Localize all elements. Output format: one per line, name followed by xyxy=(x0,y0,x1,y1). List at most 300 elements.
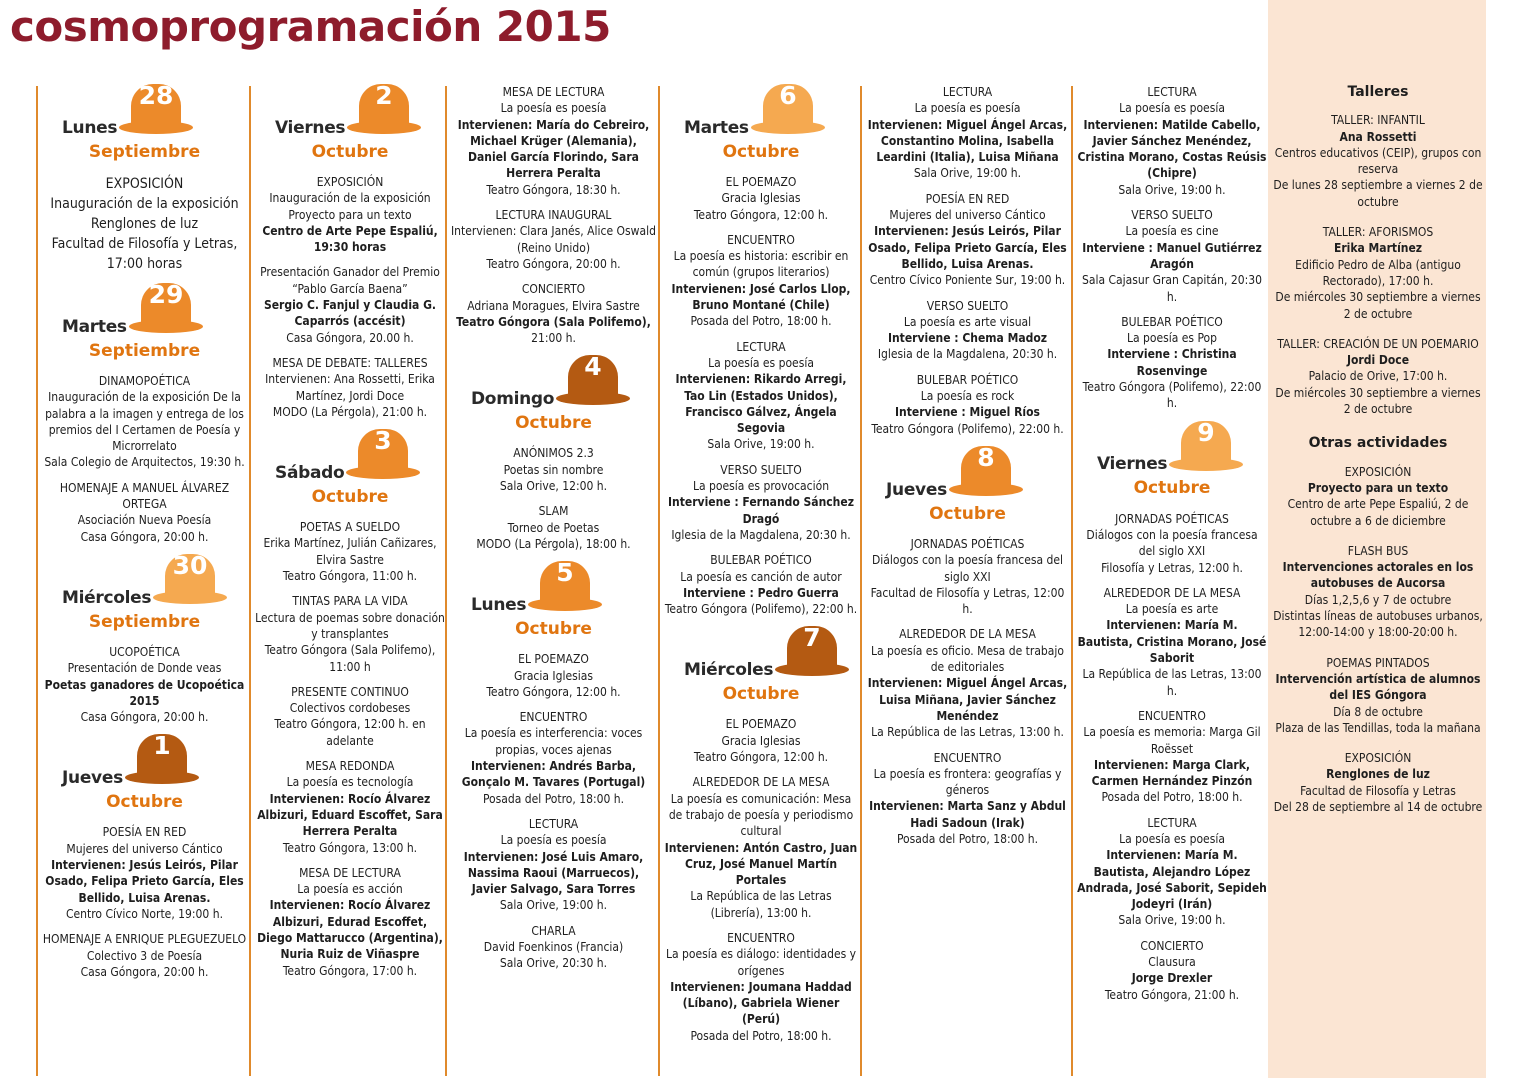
event-line: Intervienen: Matilde Cabello, Javier Sánchez Menéndez, Cristina Morano, Costas Reúsis (Chipre) xyxy=(1077,117,1267,181)
event-line: Intervienen: Jesús Leirós, Pilar Osado, Felipa Prieto García, Eles Bellido, Luisa Arenas. xyxy=(45,858,244,905)
day-header xyxy=(451,558,656,651)
event-line: Intervienen: Rocío Álvarez Albizuri, Eduard Escoffet, Sara Herrera Peralta xyxy=(257,791,443,839)
event xyxy=(255,174,445,255)
event-type: ENCUENTRO xyxy=(727,232,795,247)
event-line: Proyecto para un texto xyxy=(1307,480,1449,495)
event xyxy=(42,480,247,545)
event-place: De miércoles 30 septiembre a viernes 2 de octubre xyxy=(1275,385,1481,417)
event-line: La poesía es poesía xyxy=(500,101,607,116)
talleres-list xyxy=(1272,112,1484,417)
event-line: La poesía es canción de autor xyxy=(680,569,842,584)
event-line: Poetas sin nombre xyxy=(503,462,604,477)
event xyxy=(42,373,247,471)
event-type: LECTURA xyxy=(942,85,993,99)
event-type: EXPOSICIÓN xyxy=(316,175,384,189)
event-place: Facultad de Filosofía y Letras, 12:00 h. xyxy=(870,585,1065,617)
day-number: 4 xyxy=(584,352,602,382)
event-line: David Foenkinos (Francia) xyxy=(483,939,624,954)
event xyxy=(255,355,445,420)
month-label: Octubre xyxy=(311,486,389,507)
sidebar-event xyxy=(1272,112,1484,210)
event-place: MODO (La Pérgola), 21:00 h. xyxy=(272,404,428,419)
event-line: Intervienen: Marga Clark, Carmen Hernández Pinzón xyxy=(1091,757,1253,789)
schedule-column xyxy=(664,81,858,1053)
event-line: Intervienen: María do Cebreiro, Michael Krüger (Alemania), Daniel García Florindo, Sara Herrera Peralta xyxy=(457,117,650,181)
hat-icon xyxy=(751,81,825,144)
sidebar-event xyxy=(1272,750,1484,815)
month-label: Septiembre xyxy=(88,340,201,361)
event-line: La poesía es cine xyxy=(1125,224,1219,239)
day-header xyxy=(255,81,445,174)
event-place: Teatro Góngora, 12:00 h. en adelante xyxy=(274,717,426,748)
event-type: EL POEMAZO xyxy=(518,652,589,667)
event-line: La poesía es poesía xyxy=(1119,831,1225,846)
event-line: La poesía es comunicación: Mesa de trabajo de poesía y periodismo cultural xyxy=(668,791,854,839)
event xyxy=(664,462,858,543)
event-type: ANÓNIMOS 2.3 xyxy=(513,446,594,461)
event-type: BULEBAR POÉTICO xyxy=(916,372,1019,387)
day-name: Jueves xyxy=(62,768,123,789)
event-line: Torneo de Poetas xyxy=(507,520,600,535)
event-line: La poesía es poesía xyxy=(914,101,1021,116)
event-line: Interviene : Fernando Sánchez Dragó xyxy=(668,495,854,526)
event-place: Posada del Potro, 18:00 h. xyxy=(896,831,1039,846)
event xyxy=(866,536,1069,617)
event-line: Intervienen: María M. Bautista, Cristina Morano, José Saborit xyxy=(1077,618,1267,666)
day-block xyxy=(664,623,858,1044)
event-place: Teatro Góngora (Polifemo), 22:00 h. xyxy=(871,421,1064,436)
event xyxy=(255,593,445,674)
event-type: BULEBAR POÉTICO xyxy=(1121,314,1223,329)
event-place: Sala Colegio de Arquitectos, 19:30 h. xyxy=(44,455,245,470)
event-line: Renglones de luz xyxy=(1326,767,1430,782)
event-place: Teatro Góngora (Polifemo), 22:00 h. xyxy=(1082,380,1262,411)
event-type: EXPOSICIÓN xyxy=(105,176,184,192)
event-line: Centro de arte Pepe Espaliú, 2 de octubre a 6 de diciembre xyxy=(1287,497,1469,528)
column-divider xyxy=(36,86,38,1076)
event-line: Inauguración de la exposición Proyecto para un texto xyxy=(269,191,431,222)
event-line: Intervención artística de alumnos del IES Góngora xyxy=(1275,671,1481,703)
hat-icon xyxy=(119,81,193,144)
event-type: EL POEMAZO xyxy=(725,175,797,189)
event xyxy=(451,923,656,972)
event xyxy=(664,716,858,765)
event-type: POEMAS PINTADOS xyxy=(1326,655,1430,670)
event-line: Poetas ganadores de Ucopoética 2015 xyxy=(44,677,245,708)
event xyxy=(664,174,858,223)
event-line: Teatro Góngora (Sala Polifemo), xyxy=(456,314,651,329)
month-label: Septiembre xyxy=(88,611,201,632)
event-place: Teatro Góngora, 11:00 h. xyxy=(282,569,418,584)
event xyxy=(42,931,247,980)
event xyxy=(1077,207,1267,305)
day-number: 1 xyxy=(153,731,171,761)
event-line: Intervienen: Jesús Leirós, Pilar Osado, Felipa Prieto García, Eles Bellido, Luisa Arenas. xyxy=(868,224,1067,271)
event xyxy=(866,84,1069,182)
schedule-column xyxy=(42,81,247,989)
event-line: Ana Rossetti xyxy=(1339,129,1417,144)
event xyxy=(42,644,247,725)
event-line: La poesía es poesía xyxy=(500,833,607,848)
event-line: Intervienen: Clara Janés, Alice Oswald (Reino Unido) xyxy=(451,224,656,255)
day-number: 8 xyxy=(977,442,995,472)
event-line: Colectivo 3 de Poesía xyxy=(86,948,203,963)
event-place: Teatro Góngora, 20:00 h. xyxy=(486,256,621,271)
event-line: La poesía es provocación xyxy=(692,479,830,494)
event-line: Interviene : Pedro Guerra xyxy=(683,585,839,600)
event-type: TALLER: INFANTIL xyxy=(1331,113,1425,128)
event-place: Casa Góngora, 20.00 h. xyxy=(286,330,414,345)
event-line: Intervienen: Rikardo Arregi, Tao Lin (Estados Unidos), Francisco Gálvez, Ángela Segovia xyxy=(675,372,847,436)
event-type: LECTURA xyxy=(1147,85,1197,99)
event-type: LECTURA xyxy=(1147,815,1197,830)
day-block xyxy=(451,558,656,971)
event xyxy=(866,372,1069,437)
event-place: Iglesia de la Magdalena, 20:30 h. xyxy=(877,347,1058,362)
event-place: Sala Orive, 19:00 h. xyxy=(1118,182,1226,197)
event-place: Casa Góngora, 20:00 h. xyxy=(80,529,209,544)
column-divider xyxy=(1071,86,1073,1076)
day-block xyxy=(451,84,656,346)
event-place: La República de las Letras, 13:00 h. xyxy=(871,725,1064,740)
event-type: SLAM xyxy=(538,504,569,519)
event-line: Jorge Drexler xyxy=(1131,971,1213,986)
event-type: POESÍA EN RED xyxy=(102,825,187,840)
event-line: La poesía es oficio. Mesa de trabajo de editoriales xyxy=(870,643,1065,675)
event-place: Plaza de las Tendillas, toda la mañana xyxy=(1275,720,1481,735)
month-label: Octubre xyxy=(515,618,592,639)
event-type: VERSO SUELTO xyxy=(720,462,802,477)
event-type: DINAMOPOÉTICA xyxy=(98,374,191,388)
day-block xyxy=(42,280,247,545)
event-line: Intervienen: Miguel Ángel Arcas, Luisa Miñana, Javier Sánchez Menéndez xyxy=(867,676,1068,723)
event-place: Casa Góngora, 20:00 h. xyxy=(80,964,209,979)
day-block xyxy=(866,84,1069,437)
event xyxy=(1077,585,1267,699)
event xyxy=(255,865,445,979)
event xyxy=(451,816,656,914)
event-place: Sala Orive, 19:00 h. xyxy=(707,437,815,452)
event-line: Intervienen: Antón Castro, Juan Cruz, José Manuel Martín Portales xyxy=(664,840,858,888)
event xyxy=(451,503,656,552)
event xyxy=(1077,84,1267,198)
event-line: La poesía es historia: escribir en común (grupos literarios) xyxy=(673,249,849,280)
day-header xyxy=(42,731,247,824)
event-line: Mujeres del universo Cántico xyxy=(66,841,223,856)
event-type: POESÍA EN RED xyxy=(925,191,1010,206)
event-line: La poesía es arte xyxy=(1125,602,1219,617)
hat-icon xyxy=(949,442,1023,506)
day-block xyxy=(1077,417,1267,1003)
event-type: MESA DE DEBATE: TALLERES xyxy=(272,355,428,370)
sidebar-event xyxy=(1272,224,1484,322)
event-line: Erika Martínez xyxy=(1333,241,1423,256)
event-line: Inauguración de la exposición De la palabra a la imagen y entrega de los premios del I Certamen de Poesía y Microrrelato xyxy=(45,390,244,454)
month-label: Octubre xyxy=(106,792,183,813)
event-place: Sala Orive, 20:30 h. xyxy=(499,956,608,971)
hat-icon xyxy=(775,623,849,686)
hat-icon xyxy=(556,352,630,415)
day-number: 9 xyxy=(1197,417,1215,447)
day-number: 28 xyxy=(138,81,174,110)
event-type: CONCIERTO xyxy=(521,282,586,297)
event-line: Interviene : Manuel Gutiérrez Aragón xyxy=(1082,240,1262,271)
event-line: Gracia Iglesias xyxy=(721,733,801,748)
sidebar xyxy=(1272,84,1484,829)
day-block xyxy=(866,442,1069,847)
event-type: TALLER: AFORISMOS xyxy=(1322,225,1434,240)
event xyxy=(451,651,656,700)
event-line: Erika Martínez, Julián Cañizares, Elvira Sastre xyxy=(263,536,437,567)
event-type: ENCUENTRO xyxy=(727,930,795,945)
day-block xyxy=(42,550,247,725)
day-header xyxy=(255,426,445,519)
event-type: ENCUENTRO xyxy=(519,710,588,725)
hat-icon xyxy=(347,81,421,144)
event-line: La poesía es acción xyxy=(297,882,403,897)
event xyxy=(1077,938,1267,1003)
event-type: PRESENTE CONTINUO xyxy=(291,684,409,699)
day-name: Miércoles xyxy=(684,660,774,681)
day-name: Domingo xyxy=(471,389,555,410)
day-name: Sábado xyxy=(275,462,345,483)
hat-icon xyxy=(125,731,199,794)
event-type: ALREDEDOR DE LA MESA xyxy=(692,775,830,790)
event-type: ENCUENTRO xyxy=(933,750,1002,765)
event-place: Teatro Góngora (Polifemo), 22:00 h. xyxy=(664,602,858,617)
event-line: Asociación Nueva Poesía xyxy=(77,513,212,528)
event-line: Diálogos con la poesía francesa del siglo XXI xyxy=(871,553,1064,584)
event-line: Centro de Arte Pepe Espaliú, 19:30 horas xyxy=(262,223,438,255)
talleres-heading: Talleres xyxy=(1347,84,1409,100)
event-line: Intervienen: María M. Bautista, Alejandro López Andrada, José Saborit, Sepideh Jodeyri (Irán) xyxy=(1077,848,1267,912)
event xyxy=(255,684,445,749)
sidebar-event xyxy=(1272,543,1484,641)
event xyxy=(451,445,656,494)
event-line: La poesía es interferencia: voces propias, voces ajenas xyxy=(464,726,643,757)
event-type: JORNADAS POÉTICAS xyxy=(1115,511,1229,526)
event-line: Días 1,2,5,6 y 7 de octubre xyxy=(1304,592,1452,607)
day-name: Lunes xyxy=(62,117,118,138)
event-type: HOMENAJE A MANUEL ÁLVAREZ ORTEGA xyxy=(59,480,230,512)
event xyxy=(1077,314,1267,412)
day-name: Viernes xyxy=(1097,454,1168,475)
event-place: Iglesia de la Magdalena, 20:30 h. xyxy=(671,527,851,542)
day-name: Jueves xyxy=(886,479,947,500)
event-line: La poesía es tecnología xyxy=(286,775,414,790)
sidebar-event xyxy=(1272,336,1484,417)
day-header xyxy=(664,623,858,716)
event-place: Centro Cívico Poniente Sur, 19:00 h. xyxy=(869,273,1066,288)
event xyxy=(451,281,656,346)
day-header xyxy=(664,81,858,174)
event-line: La poesía es frontera: geografías y géneros xyxy=(873,766,1062,798)
hat-icon xyxy=(129,280,203,343)
event xyxy=(1077,511,1267,576)
event-type: LECTURA INAUGURAL xyxy=(495,208,612,223)
event-line: La poesía es diálogo: identidades y orígenes xyxy=(665,947,857,978)
event-type: CHARLA xyxy=(531,923,576,938)
event xyxy=(451,709,656,807)
event-place: Teatro Góngora, 12:00 h. xyxy=(693,207,829,222)
event-line: Interviene : Chema Madoz xyxy=(887,331,1048,346)
event xyxy=(1077,815,1267,929)
event-place: MODO (La Pérgola), 18:00 h. xyxy=(476,536,631,551)
day-name: Miércoles xyxy=(62,587,152,608)
event-line: Lectura de poemas sobre donación y transplantes xyxy=(255,610,445,641)
event-place: Teatro Góngora, 21:00 h. xyxy=(1104,987,1240,1002)
column-divider xyxy=(249,86,251,1076)
event-line: Intervienen: José Carlos Llop, Bruno Montané (Chile) xyxy=(671,281,851,313)
event-place: Teatro Góngora, 13:00 h. xyxy=(282,840,418,855)
event-type: JORNADAS POÉTICAS xyxy=(910,536,1025,551)
event-type: LECTURA xyxy=(736,339,786,354)
schedule-column xyxy=(255,81,445,988)
hat-icon xyxy=(346,426,420,489)
event-place: Teatro Góngora, 18:30 h. xyxy=(486,182,621,197)
event-type: ALREDEDOR DE LA MESA xyxy=(899,627,1036,642)
day-header xyxy=(1077,417,1267,511)
event-place: Filosofía y Letras, 12:00 h. xyxy=(1101,560,1243,575)
schedule-column xyxy=(866,84,1069,856)
month-label: Octubre xyxy=(722,141,800,162)
event xyxy=(664,552,858,617)
event-place: De lunes 28 septiembre a viernes 2 de octubre xyxy=(1273,178,1483,209)
sidebar-event xyxy=(1272,655,1484,736)
event xyxy=(42,824,247,922)
event-line: La poesía es arte visual xyxy=(903,314,1032,329)
event-place: Sala Cajasur Gran Capitán, 20:30 h. xyxy=(1082,273,1262,304)
event-line: Día 8 de octubre xyxy=(1333,704,1423,719)
month-label: Octubre xyxy=(722,684,800,705)
event-place: Posada del Potro, 18:00 h. xyxy=(690,1028,832,1043)
event-type: MESA DE LECTURA xyxy=(299,865,401,880)
day-header xyxy=(451,352,656,445)
day-block xyxy=(664,81,858,617)
event-line: La poesía es Pop xyxy=(1126,331,1218,346)
event-type: TALLER: CREACIÓN DE UN POEMARIO xyxy=(1277,336,1479,351)
event xyxy=(255,758,445,856)
day-name: Martes xyxy=(62,316,127,337)
event xyxy=(451,207,656,272)
month-label: Septiembre xyxy=(88,141,201,162)
day-number: 3 xyxy=(374,426,392,456)
event-place: Sala Orive, 19:00 h. xyxy=(913,166,1022,181)
event-line: Interviene : Christina Rosenvinge xyxy=(1107,347,1237,378)
day-number: 2 xyxy=(375,81,393,110)
event-type: ENCUENTRO xyxy=(1138,708,1206,723)
event-line: Intervienen: Joumana Haddad (Líbano), Gabriela Wiener (Perú) xyxy=(670,979,852,1027)
day-name: Martes xyxy=(684,117,749,138)
event-line: Palacio de Orive, 17:00 h. xyxy=(1308,369,1448,384)
event-place: Centro Cívico Norte, 19:00 h. xyxy=(65,906,223,921)
month-label: Octubre xyxy=(1133,478,1211,499)
event-type: MESA REDONDA xyxy=(305,759,395,774)
event-line: Adriana Moragues, Elvira Sastre xyxy=(467,298,640,313)
day-block xyxy=(42,731,247,980)
event-type: VERSO SUELTO xyxy=(926,298,1009,313)
event-type: FLASH BUS xyxy=(1347,543,1409,558)
day-block xyxy=(1077,84,1267,412)
event xyxy=(1077,708,1267,806)
event-type: EXPOSICIÓN xyxy=(1344,464,1412,479)
event-type: POETAS A SUELDO xyxy=(299,520,401,535)
schedule-column xyxy=(1077,84,1267,1012)
event-place: Distintas líneas de autobuses urbanos, 12:00-14:00 y 18:00-20:00 h. xyxy=(1273,609,1483,640)
hat-icon xyxy=(528,558,602,621)
event-place: Casa Góngora, 20:00 h. xyxy=(80,710,209,725)
month-label: Octubre xyxy=(311,141,389,162)
event-line: Diálogos con la poesía francesa del siglo XXI xyxy=(1086,527,1258,559)
event-place: Teatro Góngora, 12:00 h. xyxy=(486,684,621,699)
event-line: Intervienen: Miguel Ángel Arcas, Constantino Molina, Isabella Leardini (Italia), Luisa Miñana xyxy=(867,117,1068,165)
day-number: 5 xyxy=(556,558,574,588)
event-place: Sala Orive, 19:00 h. xyxy=(1118,913,1226,928)
event-place: Sala Orive, 19:00 h. xyxy=(499,898,608,913)
event xyxy=(664,930,858,1044)
event-type: VERSO SUELTO xyxy=(1131,208,1213,223)
event xyxy=(866,298,1069,363)
day-header xyxy=(42,81,247,174)
event-type: BULEBAR POÉTICO xyxy=(710,553,812,568)
event-line: Intervienen: Rocío Álvarez Albizuri, Edurad Escoffet, Diego Mattarucco (Argentina), Nuria Ruiz de Viñaspre xyxy=(257,898,443,962)
sidebar-event xyxy=(1272,464,1484,529)
column-divider xyxy=(658,86,660,1076)
month-label: Octubre xyxy=(929,503,1006,524)
event-place: Posada del Potro, 18:00 h. xyxy=(482,791,625,806)
event-line: Intervienen: Marta Sanz y Abdul Hadi Sadoun (Irak) xyxy=(869,799,1066,830)
event-place: De miércoles 30 septiembre a viernes 2 de octubre xyxy=(1275,290,1481,321)
event-place: Facultad de Filosofía y Letras, 17:00 horas xyxy=(51,236,238,272)
event-line: Interviene : Miguel Ríos xyxy=(895,405,1040,420)
column-divider xyxy=(860,86,862,1076)
event xyxy=(451,84,656,198)
event-line: Intervienen: Andrés Barba, Gonçalo M. Tavares (Portugal) xyxy=(461,759,646,790)
event xyxy=(255,519,445,584)
event-place: Teatro Góngora, 17:00 h. xyxy=(282,963,418,978)
event-line: Gracia Iglesias xyxy=(514,668,593,683)
event xyxy=(866,191,1069,289)
event xyxy=(664,774,858,921)
event-place: Posada del Potro, 18:00 h. xyxy=(1101,790,1243,805)
event-line: Edificio Pedro de Alba (antiguo Rectorado), 17:00 h. xyxy=(1295,257,1461,288)
day-number: 7 xyxy=(803,623,821,653)
event-line: Gracia Iglesias xyxy=(721,191,801,206)
event-line: Mujeres del universo Cántico xyxy=(889,208,1046,223)
event-place: Sala Orive, 12:00 h. xyxy=(499,479,608,494)
day-block xyxy=(255,81,445,420)
event-type: EXPOSICIÓN xyxy=(1344,751,1412,766)
day-block xyxy=(42,81,247,274)
event-line: Jordi Doce xyxy=(1346,353,1410,368)
event-line: Clausura xyxy=(1148,955,1196,970)
event-type: TINTAS PARA LA VIDA xyxy=(292,594,408,609)
event-place: Del 28 de septiembre al 14 de octubre xyxy=(1273,799,1483,814)
event xyxy=(255,264,445,345)
schedule-column xyxy=(451,84,656,981)
event-type: EL POEMAZO xyxy=(725,717,797,732)
event-line: Inauguración de la exposición Renglones de luz xyxy=(50,196,239,232)
event-place: Teatro Góngora (Sala Polifemo), 11:00 h xyxy=(264,643,436,674)
event-line: Presentación Ganador del Premio “Pablo García Baena” xyxy=(260,265,440,296)
event xyxy=(42,174,247,274)
event-line: La poesía es memoria: Marga Gil Roësset xyxy=(1083,725,1261,756)
event-type: HOMENAJE A ENRIQUE PLEGUEZUELO xyxy=(42,932,247,947)
event xyxy=(866,750,1069,848)
month-label: Octubre xyxy=(515,413,592,434)
event-line: La poesía es poesía xyxy=(1119,101,1225,116)
event-type: UCOPOÉTICA xyxy=(109,644,180,659)
